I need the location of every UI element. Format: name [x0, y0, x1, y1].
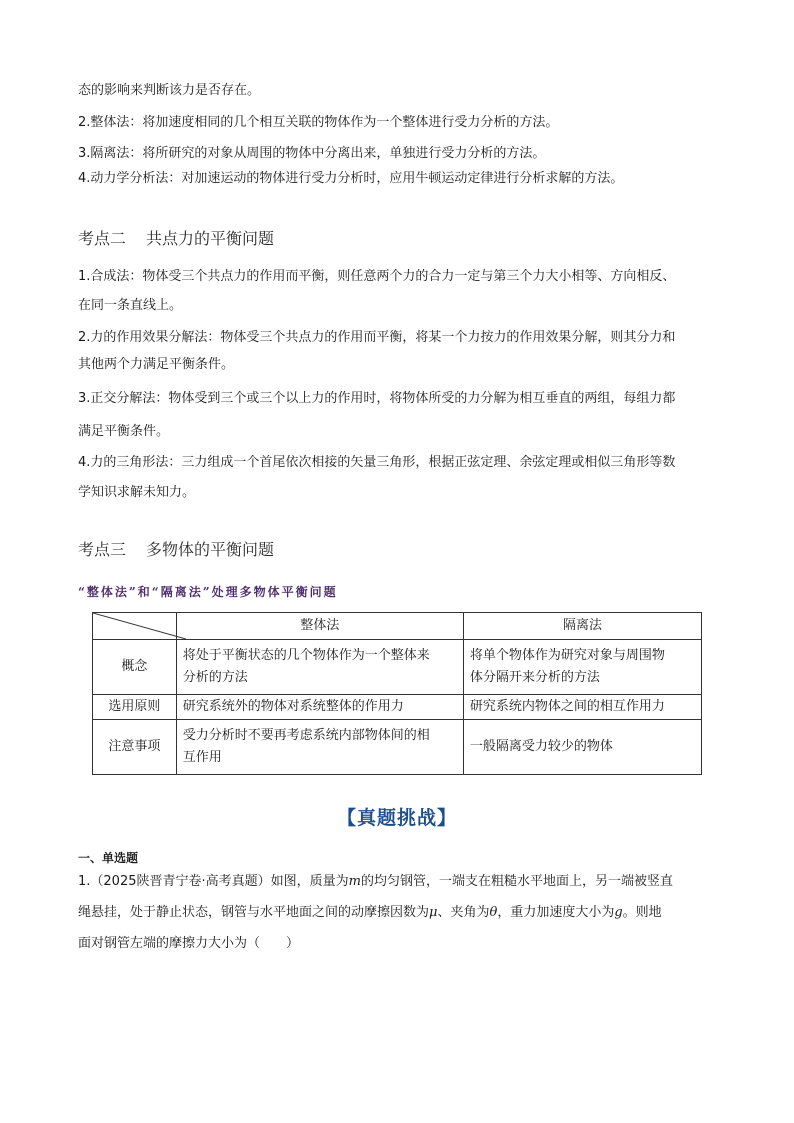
table-header-row	[93, 613, 702, 640]
cell-line: 一般隔离受力较少的物体	[469, 739, 613, 754]
header-isolation-method: 隔离法	[463, 613, 701, 640]
cell-line: 受力分析时不要再考虑系统内部物体间的相	[182, 728, 430, 743]
section2-label: 考点二	[78, 229, 127, 248]
section3-heading	[78, 539, 274, 561]
section2-line: 2.力的作用效果分解法：物体受三个共点力的作用而平衡，将某一个力按力的作用效果分解，则其分力和	[78, 330, 676, 345]
table-cell	[463, 695, 701, 720]
section3-label: 考点三	[78, 540, 127, 559]
table-row	[93, 695, 702, 720]
question-text: 。则地	[622, 905, 662, 920]
table-cell	[463, 640, 701, 695]
diagonal-line	[93, 613, 186, 639]
intro-line: 3.隔离法：将所研究的对象从周围的物体中分离出来，单独进行受力分析的方法。	[78, 146, 546, 161]
table-caption: “整体法”和“隔离法”处理多物体平衡问题	[78, 585, 338, 599]
section2-line: 4.力的三角形法：三力组成一个首尾依次相接的矢量三角形，根据正弦定理、余弦定理或相似三角形等数	[78, 455, 676, 470]
header-whole-method: 整体法	[176, 613, 463, 640]
intro-line: 4.动力学分析法：对加速运动的物体进行受力分析时，应用牛顿运动定律进行分析求解的方法。	[78, 171, 624, 186]
cell-line: 将处于平衡状态的几个物体作为一个整体来	[182, 648, 430, 663]
question-section-label: 一、单选题	[78, 851, 139, 865]
question-text: 的均匀钢管，一端支在粗糙水平地面上，另一端被竖直	[360, 874, 673, 889]
table-cell	[176, 695, 463, 720]
cell-line: 互作用	[182, 750, 222, 765]
question-text: 1.（2025陕晋青宁卷·高考真题）如图，质量为	[78, 874, 349, 889]
row-label: 注意事项	[93, 720, 177, 775]
section2-line: 满足平衡条件。	[78, 424, 170, 439]
section2-line: 3.正交分解法：物体受到三个或三个以上力的作用时，将物体所受的力分解为相互垂直的两组，每组力都	[78, 391, 676, 406]
section2-line: 1.合成法：物体受三个共点力的作用而平衡，则任意两个力的合力一定与第三个力大小相等、方向相反、	[78, 269, 676, 284]
table-cell	[176, 720, 463, 775]
section2-heading	[78, 228, 274, 250]
math-var-mu: μ	[429, 905, 438, 920]
row-label: 选用原则	[93, 695, 177, 720]
comparison-table	[92, 612, 702, 775]
question-line	[78, 873, 673, 891]
table-cell	[176, 640, 463, 695]
math-var-g: g	[614, 905, 623, 920]
question-text: 绳悬挂，处于静止状态，钢管与水平地面之间的动摩擦因数为	[78, 905, 430, 920]
section3-title: 多物体的平衡问题	[146, 540, 275, 559]
cell-line: 分析的方法	[182, 670, 248, 685]
cell-line: 研究系统外的物体对系统整体的作用力	[182, 699, 404, 714]
math-var-m: m	[348, 874, 361, 889]
cell-line: 将单个物体作为研究对象与周围物	[469, 648, 665, 663]
section2-line: 学知识求解未知力。	[78, 485, 196, 500]
table-row	[93, 640, 702, 695]
intro-line: 2.整体法：将加速度相同的几个相互关联的物体作为一个整体进行受力分析的方法。	[78, 115, 559, 130]
math-var-theta: θ	[489, 905, 498, 920]
table-cell	[463, 720, 701, 775]
table-row	[93, 720, 702, 775]
section2-line: 在同一条直线上。	[78, 298, 183, 313]
intro-line: 态的影响来判断该力是否存在。	[78, 83, 261, 98]
section-banner: 【真题挑战】	[336, 807, 457, 829]
cell-line: 体分隔开来分析的方法	[469, 670, 600, 685]
question-text: ，重力加速度大小为	[497, 905, 615, 920]
section2-title: 共点力的平衡问题	[146, 229, 275, 248]
row-label: 概念	[93, 640, 177, 695]
question-line: 面对钢管左端的摩擦力大小为（ ）	[78, 936, 300, 951]
question-text: 、夹角为	[437, 905, 490, 920]
cell-line: 研究系统内物体之间的相互作用力	[469, 699, 665, 714]
question-line	[78, 904, 662, 922]
diagonal-header-cell	[93, 613, 177, 640]
section2-line: 其他两个力满足平衡条件。	[78, 357, 235, 372]
